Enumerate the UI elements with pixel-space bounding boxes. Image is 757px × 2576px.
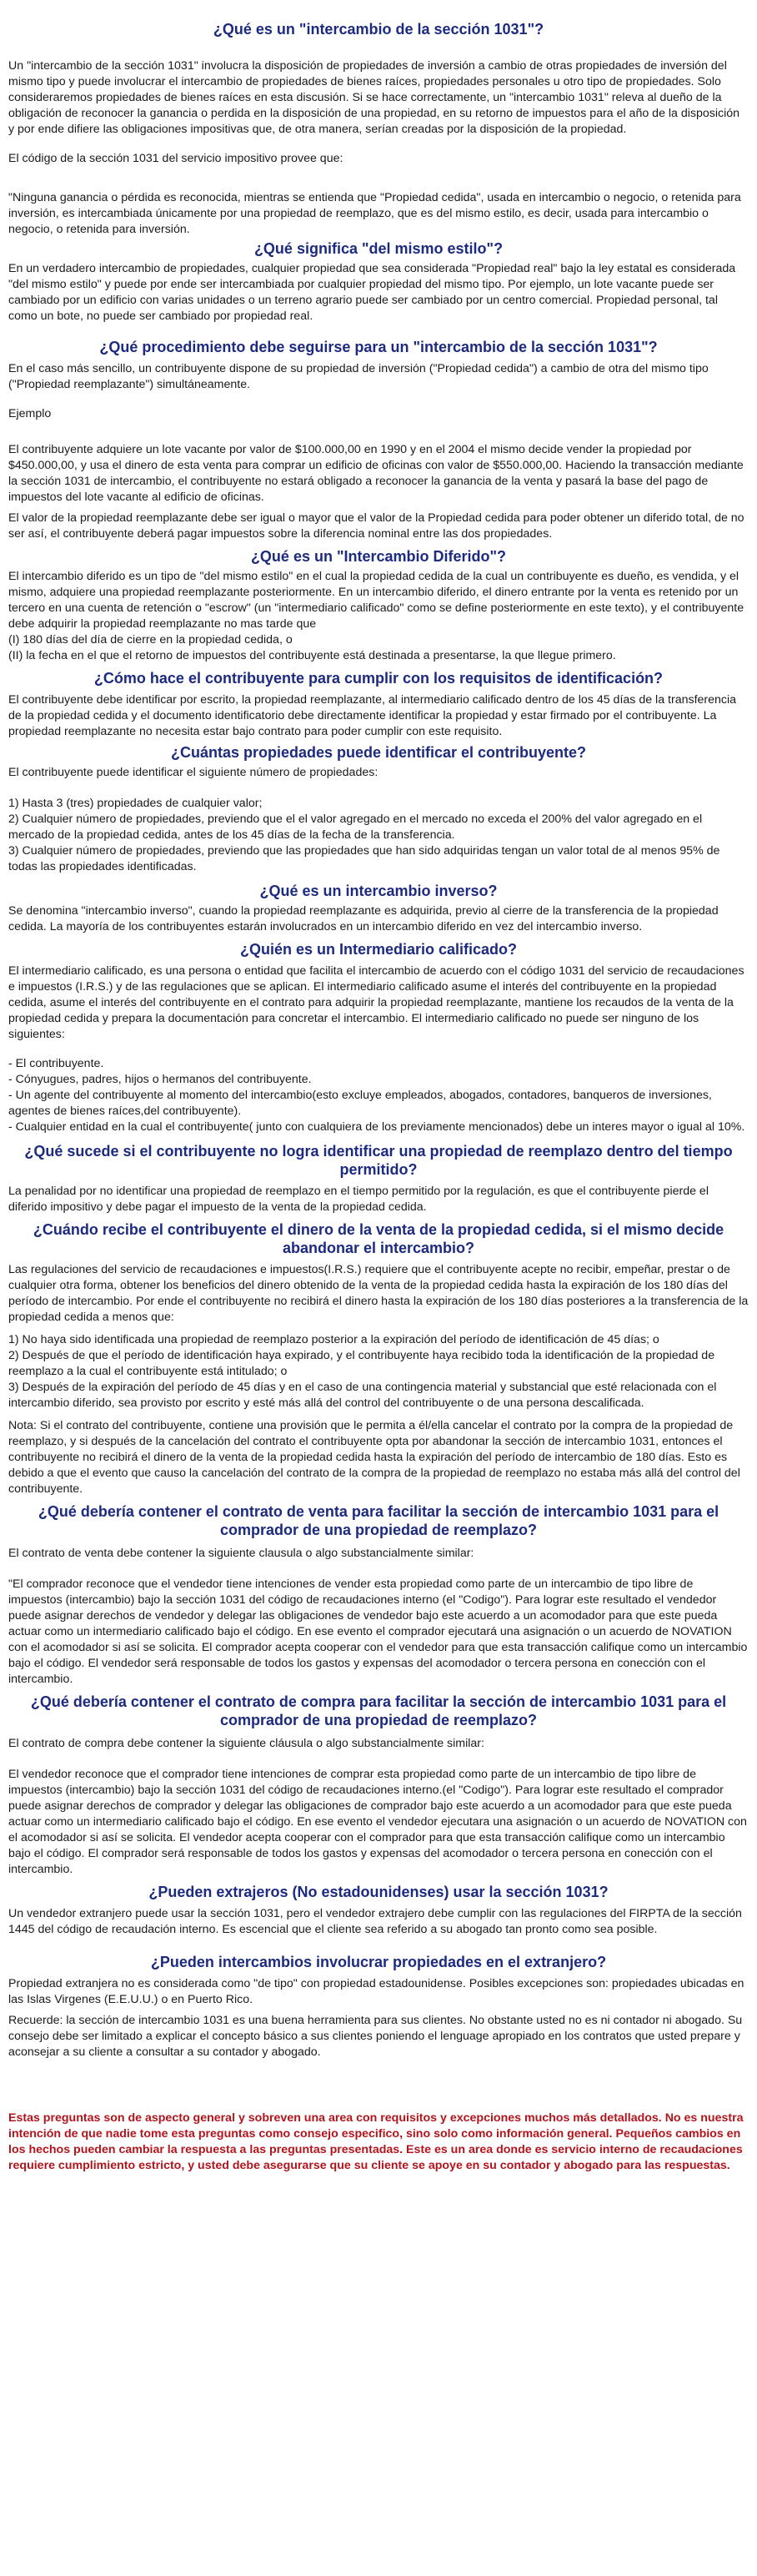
- section-heading: ¿Qué es un "Intercambio Diferido"?: [250, 548, 507, 565]
- paragraph: "Ninguna ganancia o pérdida es reconocida, mientras se entienda que "Propiedad cedida", usada en intercambio o negocio, o retenida para inversión, es intercambiada únicamente por una propiedad de reemplazo, que es del mismo estilo, es decir, usada para intercambio o negocio, o retenida para inversión.: [8, 191, 741, 236]
- paragraph: El código de la sección 1031 del servicio impositivo provee que:: [8, 152, 343, 165]
- list-item: 2) Cualquier número de propiedades, previendo que el el valor agregado en el mercado no exceda el 200% del valor agregado en el mercado de la propiedad cedida, antes de los 45 días de la fecha de la transferencia.: [8, 813, 703, 842]
- list-item: - El contribuyente.: [8, 1057, 104, 1070]
- section-heading: ¿Quién es un Intermediario calificado?: [239, 941, 518, 958]
- section-heading: ¿Qué es un intercambio inverso?: [259, 883, 498, 899]
- list-item: 3) Después de la expiración del período de 45 días y en el caso de una contingencia material y substancial que esté relacionada con el intercambio diferido, sea provisto por escrito y esté más allá del control del contribuyente o de una persona descalificada.: [8, 1381, 717, 1410]
- section-heading: ¿Qué sucede si el contribuyente no logra identificar una propiedad de reemplazo dentro del tiempo permitido?: [24, 1143, 733, 1178]
- list-item: - Cónyugues, padres, hijos o hermanos del contribuyente.: [8, 1073, 312, 1086]
- section-heading: ¿Cómo hace el contribuyente para cumplir con los requisitos de identificación?: [93, 670, 664, 687]
- paragraph: "El comprador reconoce que el vendedor tiene intenciones de vender esta propiedad como parte de un intercambio de tipo libre de impuestos (intercambio) bajo la sección 1031 del código de recaudaciones interno (el "Codigo"). Para lograr este resultado el vendedor puede asignar derechos de vendedor y delegar las obligaciones de vendedor bajo este acuerdo a un acomodador para que este pueda actuar como un intermediario calificado bajo el código. En ese evento el comprador ejecutará una asignación o un acuerdo de NOVATION con el acomodador si así se solicita. El comprador acepta cooperar con el vendedor para que esta transacción califique como un intercambio bajo el código. El vendedor será responsable de todos los gastos y expensas del acomodador o tercera persona en conección con el intercambio.: [8, 1577, 748, 1686]
- paragraph: El valor de la propiedad reemplazante debe ser igual o mayor que el valor de la Propiedad cedida para poder obtener un diferido total, de no ser así, el contribuyente deberá pagar impuestos sobre la diferencia nominal entre las dos propiedades.: [8, 511, 744, 541]
- list-item: - Un agente del contribuyente al momento del intercambio(esto excluye empleados, abogados, contadores, banqueros de inversiones, agentes de bienes raíces,del contribuyente).: [8, 1089, 712, 1118]
- list-item: - Cualquier entidad en la cual el contribuyente( junto con cualquiera de los previamente mencionados) debe un interes mayor o igual al 10%.: [8, 1120, 745, 1134]
- paragraph: El contrato de compra debe contener la siguiente cláusula o algo substancialmente similar:: [8, 1737, 484, 1750]
- section-heading: ¿Qué es un "intercambio de la sección 1031"?: [213, 21, 544, 38]
- section-heading: ¿Cuándo recibe el contribuyente el dinero de la venta de la propiedad cedida, si el mismo decide abandonar el intercambio?: [33, 1221, 724, 1256]
- list-item: (I) 180 días del día de cierre en la propiedad cedida, o: [8, 633, 293, 647]
- section-heading: ¿Cuántas propiedades puede identificar el contribuyente?: [170, 744, 587, 761]
- paragraph: En un verdadero intercambio de propiedades, cualquier propiedad que sea considerada "Propiedad real" bajo la ley estatal es considerada "del mismo estilo" y puede por ende ser intercambiada por cualquier propiedad del mismo tipo. Por ejemplo, un lote vacante puede ser cambiado por un edificio con varias unidades o un terreno agrario puede ser cambiado por un centro comercial. Propiedad personal, tal como un bote, no puede ser cambiado por propiedad real.: [8, 262, 736, 323]
- section-heading: ¿Qué debería contener el contrato de venta para facilitar la sección de intercambio 1031 para el comprador de una propiedad de reemplazo?: [38, 1503, 719, 1538]
- list-item: 1) No haya sido identificada una propiedad de reemplazo posterior a la expiración del período de identificación de 45 días; o: [8, 1333, 659, 1346]
- paragraph: Un "intercambio de la sección 1031" involucra la disposición de propiedades de inversión a cambio de otras propiedades de inversión del mismo tipo y puede involucrar el intercambio de propiedades de bienes raíces, propiedades personales u otro tipo de propiedades. Solo consideraremos propiedades de bienes raíces en esta discusión. Si se hace correctamente, un "intercambio 1031" releva al dueño de la obligación de reconocer la ganancia o perdida en la disposición de una propiedad, en su retorno de impuestos para el año de la disposición y por ende difiere las obligaciones impositivas que, de otra manera, serían creadas por la disposición de la propiedad.: [8, 59, 740, 136]
- paragraph: El contribuyente debe identificar por escrito, la propiedad reemplazante, al intermediario calificado dentro de los 45 días de la transferencia de la propiedad cedida y el documento identificatorio debe directamente identificar la propiedad y estar firmado por el contribuyente. La propiedad reemplazante no necesita estar bajo contrato para poder cumplir con este requisito.: [8, 693, 737, 738]
- paragraph: En el caso más sencillo, un contribuyente dispone de su propiedad de inversión ("Propiedad cedida") a cambio de otra del mismo tipo ("Propiedad reemplazante") simultáneamente.: [8, 362, 709, 391]
- paragraph: Las regulaciones del servicio de recaudaciones e impuestos(I.R.S.) requiere que el contribuyente acepte no recibir, empeñar, prestar o de cualquier otra forma, obtener los beneficios del dinero obtenido de la venta de la propiedad cedida hasta la expiración de los 180 días del período de intercambio. Por ende el contribuyente no recibirá el dinero hasta la expiración de los 180 días posteriores a la transferencia de la propiedad cedida a menos que:: [8, 1263, 749, 1324]
- paragraph: Propiedad extranjera no es considerada como "de tipo" con propiedad estadounidense. Posibles excepciones son: propiedades ubicadas en las Islas Virgenes (E.E.U.U.) o en Puerto Rico.: [8, 1977, 744, 2006]
- section-heading: ¿Qué debería contener el contrato de compra para facilitar la sección de intercambio 1031 para el comprador de una propiedad de reemplazo?: [30, 1693, 727, 1728]
- paragraph: El intermediario calificado, es una persona o entidad que facilita el intercambio de acuerdo con el código 1031 del servicio de recaudaciones e impuestos (I.R.S.) y de las regulaciones que se aplican. El intermediario calificado asume el interés del contribuyente en la propiedad cedida, asume el interés del contribuyente en el contrato para adquirir la propiedad reemplazante, mantiene los recaudos de la venta de la propiedad cedida y prepara la documentación para concretar el intercambio. El intermediario calificado no puede ser ninguno de los siguientes:: [8, 964, 744, 1041]
- list-item: (II) la fecha en el que el retorno de impuestos del contribuyente está destinada a presentarse, la que llegue primero.: [8, 649, 616, 662]
- paragraph: El vendedor reconoce que el comprador tiene intenciones de comprar esta propiedad como parte de un intercambio de tipo libre de impuestos (intercambio) bajo la sección 1031 del código de recaudaciones interno.(el "Codigo"). Para lograr este resultado el comprador puede asignar derechos de comprador y delegar las obligaciones de comprador bajo este acuerdo a un acomodador para que este pueda actuar como un intermediario calificado bajo el código. En ese evento el vendedor ejecutara una asignación o un acuerdo de NOVATION con el acomodador si así se solicita. El vendedor acepta cooperar con el comprador para que esta transacción califique como un intercambio bajo el código. El comprador será responsable de todos los gastos y expensas del acomodador o tercera persona en conección con el intercambio.: [8, 1768, 747, 1876]
- paragraph: Un vendedor extranjero puede usar la sección 1031, pero el vendedor extrajero debe cumplir con las regulaciones del FIRPTA de la sección 1445 del código de recaudación interno. Es escencial que el cliente sea referido a su abogado tan pronto como sea posible.: [8, 1907, 742, 1936]
- paragraph: Se denomina "intercambio inverso", cuando la propiedad reemplazante es adquirida, previo al cierre de la transferencia de la propiedad cedida. La mayoría de los contribuyentes estarán involucrados en un intercambio diferido en vez del intercambio inverso.: [8, 904, 719, 933]
- section-heading: ¿Qué significa "del mismo estilo"?: [253, 240, 504, 257]
- list-item: 3) Cualquier número de propiedades, previendo que las propiedades que han sido adquiridas tengan un valor total de al menos 95% de todas las propiedades identificadas.: [8, 844, 720, 873]
- paragraph: Recuerde: la sección de intercambio 1031 es una buena herramienta para sus clientes. No obstante usted no es ni contador ni abogado. Su consejo debe ser limitado a explicar el concepto básico a sus clientes poniendo el lenguage apropiado en los contratos que usted prepare y aconsejar a su cliente a consultar a su contador y abogado.: [8, 2014, 743, 2059]
- list-item: 2) Después de que el período de identificación haya expirado, y el contribuyente haya recibido toda la identificación de la propiedad de reemplazo a la cual el contribuyente está intitulado; o: [8, 1349, 715, 1378]
- paragraph: La penalidad por no identificar una propiedad de reemplazo en el tiempo permitido por la regulación, es que el contribuyente pierde el diferido impositivo y debe pagar el impuesto de la venta de la propiedad cedida.: [8, 1185, 709, 1214]
- paragraph: El contribuyente puede identificar el siguiente número de propiedades:: [8, 766, 378, 779]
- paragraph: El contrato de venta debe contener la siguiente clausula o algo substancialmente similar:: [8, 1547, 474, 1560]
- paragraph: El intercambio diferido es un tipo de "del mismo estilo" en el cual la propiedad cedida de la cual un contribuyente es dueño, es vendida, y el mismo, adquiere una propiedad reemplazante posteriormente. En un intercambio diferido, el dinero entrante por la venta es retenido por un tercero en una cuenta de retención o "escrow" (un "intermediario calificado" como se define posteriormente en este texto), y el contribuyente debe adquirir la propiedad reemplazante no mas tarde que: [8, 570, 744, 631]
- list-item: 1) Hasta 3 (tres) propiedades de cualquier valor;: [8, 797, 263, 810]
- section-heading: ¿Pueden extrajeros (No estadounidenses) usar la sección 1031?: [148, 1884, 609, 1900]
- paragraph: Nota: Si el contrato del contribuyente, contiene una provisión que le permita a él/ella cancelar el contrato por la compra de la propiedad de reemplazo, y si después de la cancelación del contrato el contribuyente opta por abandonar la sección de intercambio 1031, entonces el contribuyente no recibirá el dinero de la venta de la propiedad cedida hasta la expiración del período de intercambio de 180 días. Esto es debido a que el evento que causo la cancelación del contrato de la compra de la propiedad de reemplazo no estaba más allá del control del contribuyente.: [8, 1419, 740, 1496]
- section-heading: ¿Qué procedimiento debe seguirse para un "intercambio de la sección 1031"?: [99, 339, 658, 355]
- disclaimer-text: Estas preguntas son de aspecto general y sobreven una area con requisitos y excepciones muchos más detallados. No es nuestra intención de que nadie tome esta preguntas como consejo especifico, sino solo como información general. Pequeños cambios en los hechos pueden cambiar la respuesta a las preguntas presentadas. Este es un area donde es servicio interno de recaudaciones requiere cumplimiento estricto, y usted debe asegurarse que su cliente se apoye en su contador y abogado para las respuestas.: [8, 2111, 744, 2172]
- paragraph: El contribuyente adquiere un lote vacante por valor de $100.000,00 en 1990 y en el 2004 el mismo decide vender la propiedad por $450.000,00, y usa el dinero de esta venta para comprar un edificio de oficinas con valor de $550.000,00. Haciendo la transacción mediante la sección 1031 de intercambio, el contribuyente no estará obligado a reconocer la ganancia de la venta y pasará la base del pago de impuestos del lote vacante al edificio de oficinas.: [8, 443, 744, 504]
- section-heading: ¿Pueden intercambios involucrar propiedades en el extranjero?: [150, 1954, 607, 1970]
- paragraph: Ejemplo: [8, 407, 52, 420]
